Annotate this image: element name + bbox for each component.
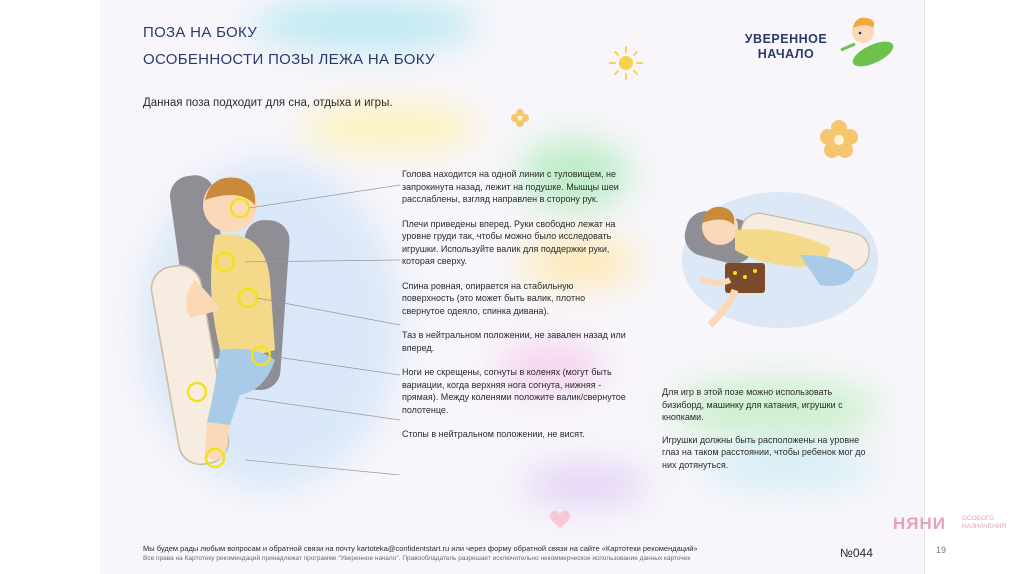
logo (740, 20, 900, 75)
description-legs: Ноги не скрещены, согнуты в коленях (могут быть вариации, когда верхняя нога согнута, нижняя - прямая). Между коленями положите валик/свернутое полотенце. (402, 367, 626, 415)
page-number: 19 (936, 545, 947, 555)
description-shoulders: Плечи приведены вперед. Руки свободно лежат на уровне груди так, чтобы можно было исследовать игрушки. Используйте валик для поддержки руки, которая сверху. (402, 218, 616, 266)
logo-line-1: УВЕРЕННОЕ (744, 32, 828, 46)
sun-icon (608, 45, 644, 81)
logo-line-2: НАЧАЛО (757, 47, 815, 61)
play-toys-text: Для игр в этой позе можно использовать бизиборд, машинку для катания, игрушки с кнопками. (662, 387, 843, 422)
right-margin (924, 0, 1024, 574)
slide-subtitle: ОСОБЕННОСТИ ПОЗЫ ЛЕЖА НА БОКУ (143, 51, 435, 68)
slide (100, 0, 923, 574)
footer (143, 544, 783, 562)
description-head: Голова находится на одной линии с туловищем, не запрокинута назад, лежит на подушке. Мышцы шеи расслаблены, взгляд направлен в сторону рук. (402, 169, 619, 204)
heart-icon (547, 508, 573, 530)
connector-lines (245, 175, 405, 475)
bg-blob (250, 0, 480, 50)
bg-blob (300, 105, 480, 150)
left-margin (0, 0, 100, 574)
brand-sub-line-1: ОСОБОГО (962, 515, 995, 522)
card-number: №044 (840, 546, 873, 560)
footer-contact: Мы будем рады любым вопросам и обратной связи на почту kartoteka@confidentstart.ru или через форму обратной связи на сайте «Картотеки рекомендаций» (143, 544, 698, 553)
intro-text: Данная поза подходит для сна, отдыха и игры. (143, 97, 393, 109)
play-position-text: Игрушки должны быть расположены на уровне глаз на таком расстоянии, чтобы ребенок мог до них дотянуться. (662, 434, 866, 470)
brand-subtitle (962, 515, 1006, 531)
footer-copyright: Все права на Картотеку рекомендаций принадлежат программе "Уверенное начало". Правообладатель разрешает исключительно некоммерческое использование данных карточек (143, 555, 691, 562)
logo-text (740, 32, 832, 62)
flower-icon (510, 108, 530, 128)
bg-blob (520, 465, 650, 505)
play-recommendations (662, 386, 872, 481)
description-back: Спина ровная, опирается на стабильную поверхность (это может быть валик, плотно свернутое одеяло, спинка дивана). (402, 280, 586, 316)
logo-child-icon (835, 12, 900, 72)
description-feet: Стопы в нейтральном положении, не висят. (402, 429, 585, 439)
brand-sub-line-2: НАЗНАЧЕНИЯ (962, 523, 1007, 530)
playing-child-illustration (680, 185, 890, 335)
description-pelvis: Таз в нейтральном положении, не завален назад или вперед. (402, 330, 626, 353)
flower-icon (818, 118, 860, 160)
brand-name: НЯНИ (893, 514, 946, 533)
description-list (402, 168, 627, 453)
slide-title: ПОЗА НА БОКУ (143, 24, 258, 41)
